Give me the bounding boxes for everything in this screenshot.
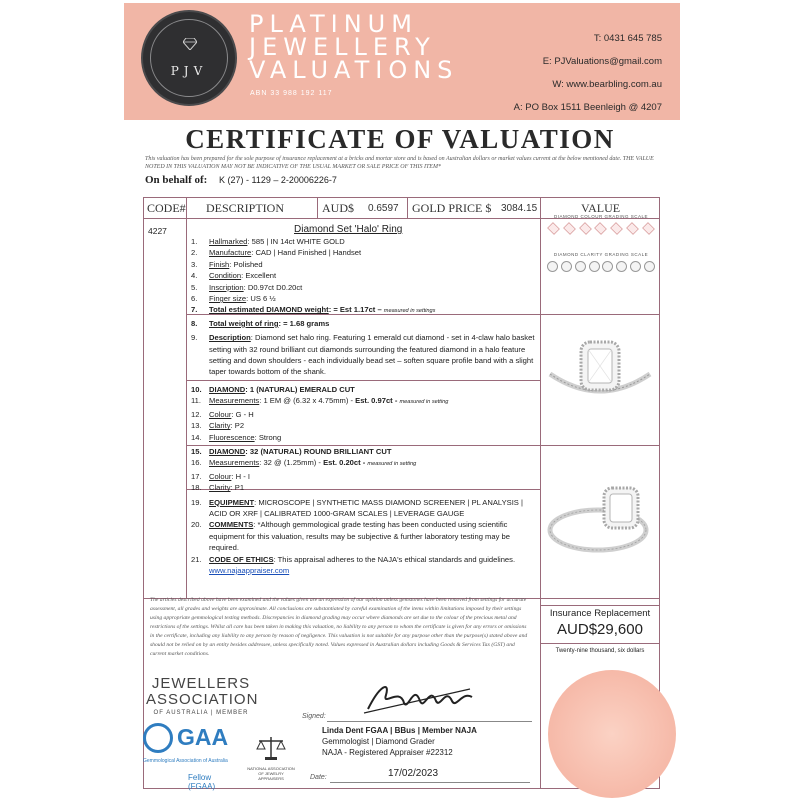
logo-monogram: PJV xyxy=(170,64,208,78)
clarity-scale-title: DIAMOND CLARITY GRADING SCALE xyxy=(553,252,649,257)
detail-row: 14. Fluorescence: Strong xyxy=(191,432,282,442)
legal-footnote: The articles described above have been examined and the values given are an expression of our opinion unless gemstones have been removed from settings for accurate assessment, all grades and weights are approximate. All conclusions are substantiated by careful examination of the items within limitations imposed by their settings using appropriate gemmological testing methods. Discrepancies in diamond grading may occur where diamonds are set due to the colour of the precious metal and restrictions of the settings. Whilst all care has been taken in making this valuation, no liability to any person to whom the certificate is given for any errors or omissions in the certificate, including any liability to any person by reason of negligence. This valuation is not suitable for any purpose other than the purpose(s) stated above and should not be relied on by an entity besides addressee, unless specifically noted. Values expressed in Australian dollars including Goods & Services Tax (GST) and current market conditions. xyxy=(150,597,528,657)
detail-row: 17. Colour: H - I xyxy=(191,471,250,481)
detail-row: 8. Total weight of ring: = 1.68 grams xyxy=(191,318,330,328)
company-logo xyxy=(141,10,237,106)
detail-row: 2. Manufacture: CAD | Hand Finished | Handset xyxy=(191,248,362,258)
contact-details xyxy=(514,27,662,119)
header-value: VALUE xyxy=(581,201,621,215)
detail-row: 4. Condition: Excellent xyxy=(191,271,277,281)
insurance-value: AUD$29,600 xyxy=(557,621,643,638)
date-label: Date: xyxy=(310,774,327,781)
equipment-row: 19. EQUIPMENT: MICROSCOPE | SYNTHETIC MASS DIAMOND SCREENER | PL ANALYSIS | ACID OR XRF | CALIBRATED 1000-GRAM SCALES | LEVERAGE GAUGE xyxy=(191,497,523,518)
naja-logo: NATIONAL ASSOCIATION OF JEWELRY APPRAISERS xyxy=(246,735,296,781)
insurance-box xyxy=(543,605,657,654)
detail-row: 18. Clarity: P1 xyxy=(191,483,245,493)
letterhead xyxy=(124,3,680,120)
header-gold-label: GOLD PRICE $ xyxy=(412,201,492,215)
valuation-date: 17/02/2023 xyxy=(388,768,439,779)
contact-website: W: www.bearbling.com.au xyxy=(552,79,662,90)
item-code: 4227 xyxy=(148,226,167,236)
diamond-icon xyxy=(183,38,197,50)
detail-row: 13. Clarity: P2 xyxy=(191,421,245,431)
behalf-label: On behalf of: xyxy=(145,174,208,186)
diamond2-block xyxy=(191,446,539,494)
detail-row: 12. Colour: G - H xyxy=(191,409,254,419)
grading-scales xyxy=(545,214,657,272)
grader-name: Linda Dent FGAA | BBus | Member NAJA xyxy=(322,726,477,735)
signed-label: Signed: xyxy=(302,713,326,720)
diamond1-block xyxy=(191,384,539,443)
item-title: Diamond Set 'Halo' Ring xyxy=(294,224,403,235)
header-aud-label: AUD$ xyxy=(322,201,354,215)
contact-address: A: PO Box 1511 Beenleigh @ 4207 xyxy=(513,102,662,113)
page-title: CERTIFICATE OF VALUATION xyxy=(185,124,615,154)
colour-scale-title: DIAMOND COLOUR GRADING SCALE xyxy=(553,214,648,219)
header-aud-value: 0.6597 xyxy=(368,203,399,214)
ring-photo-angle xyxy=(544,448,656,588)
detail-row: 1. Hallmarked: 585 | IN 14ct WHITE GOLD xyxy=(191,237,345,246)
detail-row: 7. Total estimated DIAMOND weight: = Est 1.17ct – measured in settings xyxy=(191,305,436,315)
contact-email: E: PJValuations@gmail.com xyxy=(542,56,662,67)
header-gold-value: 3084.15 xyxy=(501,203,538,214)
comments-row: 20. COMMENTS: *Although gemmological grade testing has been conducted using scientific equipment for this valuation, results may be subjective & further laboratory testing may be required. xyxy=(191,520,510,553)
detail-row: 16. Measurements: 32 @ (1.25mm) - Est. 0.20ct - measured in setting xyxy=(191,458,417,468)
detail-row: 5. Inscription: D0.97ct D0.20ct xyxy=(191,282,303,292)
colour-scale-gems xyxy=(547,223,655,234)
item-details xyxy=(191,236,539,576)
behalf-value: K (27) - 1129 – 2-20006226-7 xyxy=(219,175,337,185)
detail-row: 11. Measurements: 1 EM @ (6.32 x 4.75mm) - Est. 0.97ct - measured in setting xyxy=(191,396,449,406)
detail-row: 10. DIAMOND: 1 (NATURAL) EMERALD CUT xyxy=(191,384,355,394)
description-row: 9. Description: Diamond set halo ring. Featuring 1 emerald cut diamond - set in 4-claw halo basket setting with 32 round brilliant cut diamonds surrounding the featured diamond in a halo feature setting and down shoulders - each individually bead set – soften square profile band with a slight taper towards bottom of the shank. xyxy=(191,333,535,377)
detail-row: 6. Finger size: US 6 ½ xyxy=(191,294,276,304)
header-description: DESCRIPTION xyxy=(206,201,285,215)
notes-block xyxy=(191,497,539,577)
valuation-certificate: PJV PLATINUM JEWELLERY VALUATIONS ABN 33 988 192 117 T: 0431 645 785 E: PJValuations@gmail.com W: www.bearbling.com.au A: PO Box 1511 Beenleigh @ 4207 CERTIFICATE OF VALUATION This valuation has been prepared for the sole purpose of insurance replacement at a bricks and mortar store and is based on Australian dollars or market values current at the below mentioned date. THE VALUE NOTED IN THIS VALUATION MAY NOT BE INDICATIVE OF THE USUAL MARKET OR SALE PRICE OF THIS ITEM* On behalf of: K (27) - 1129 – 2-20006226-7 CODE# DESCRIPTION AUD$ 0.6597 GOLD PRICE $ 3084.15 VALUE 4227 Diamond Set 'Halo' Ring 1. Hallmarked: 585 | IN 14ct WHITE GOLD 2. Manufacture: CAD | Hand Finished | Handset 3. Finish: Polished 4. Condition: Excellent 5. Inscription: D0.97ct D0.20ct 6. Finger size: US 6 ½ 7. Total estimated DIAMOND weight: = Est 1.17ct – measured in settings 8. Total weight of ring: = 1.68 grams 9. Description: Diamond set halo ring. Featuring 1 emerald cut diamond - set in 4-claw halo basket setting with 32 round brilliant cut diamonds surrounding the featured diamond in a halo feature setting and down shoulders - each individually bead set – soften square profile band with a slight taper towards bottom of the shank. 10. DIAMOND: 1 (NATURAL) EMERALD CUT 11. Measurements: 1 EM @ (6.32 x 4.75mm) - Est. 0.97ct - measured in setting 12. Colour: G - H 13. Clarity: P2 14. Fluorescence: Strong 15. DIAMOND: 32 (NATURAL) ROUND BRILLIANT CUT 16. Measurements: 32 @ (1.25mm) - Est. 0.20ct - measured in setting 17. Colour: H - I 18. Clarity: P1 19. EQUIPMENT: MICROSCOPE | SYNTHETIC MASS DIAMOND SCREENER | PL ANALYSIS | ACID OR XRF | CALIBRATED 1000-GRAM SCALES | LEVERAGE GAUGE 20. COMMENTS: *Although gemmological grade testing has been conducted using scientific equipment for this valuation, results may be subjective & further laboratory testing may be required. 21. CODE OF ETHICS: This appraisal adheres to the NAJA's ethical standards and guidelines. www.najaappraiser.com DIAMOND COLOUR GRADING SCALE DIAMOND CLARITY GRADING SCALE The articles described above have been examined and the values given are an expression of our opinion unless gemstones have been removed from settings for accurate assessment, all grades and weights are approximate. All conclusions are substantiated by careful examination of the items within limitations imposed by their settings using appropriate gemmological testing methods. Discrepancies in diamond grading may occur where diamonds are set due to the colour of the precious metal and restrictions of the settings. Whilst all care has been taken in making this valuation, no liability to any person to whom the certificate is given for any errors or omissions in the certificate, including any liability to any person by reason of negligence. This valuation is not suitable for any purpose other than the purpose(s) stated above and should not be relied on by an entity besides addressee, unless specifically noted. Values expressed in Australian dollars including Goods & Services Tax (GST) and current market conditions. Insurance Replacement AUD$29,600 Twenty-nine thousand, six dollars JEWELLERS ASSOCIATION OF AUSTRALIA | MEMBER GAA Gemmological Association of Australia Fellow (FGAA) NATIONAL ASSOCIATION OF JEWELRY APPRAISERS Signed: Linda Dent FGAA | BBus | Member NAJA Gemmologist | Diamond Grader NAJA - Registered Appraiser #22312 Date: 17/02/2023 xyxy=(0,0,800,800)
jewellers-association-logo: JEWELLERS ASSOCIATION OF AUSTRALIA | MEMBER xyxy=(146,675,259,716)
grader-registration: NAJA - Registered Appraiser #22312 xyxy=(322,748,453,757)
valuation-disclaimer: This valuation has been prepared for the sole purpose of insurance replacement at a bricks and mortar store and is based on Australian dollars or market values current at the below mentioned date. THE VALUE NOTED IN THIS VALUATION MAY NOT BE INDICATIVE OF THE USUAL MARKET OR SALE PRICE OF THIS ITEM* xyxy=(145,156,654,170)
abn-number: ABN 33 988 192 117 xyxy=(250,90,333,97)
grader-title: Gemmologist | Diamond Grader xyxy=(322,737,435,746)
detail-row: 15. DIAMOND: 32 (NATURAL) ROUND BRILLIANT CUT xyxy=(191,446,392,456)
detail-row: 3. Finish: Polished xyxy=(191,259,263,269)
ethics-row: 21. CODE OF ETHICS: This appraisal adheres to the NAJA's ethical standards and guidelines. www.najaappraiser.com xyxy=(191,554,516,575)
grader-details xyxy=(322,725,477,758)
scales-icon xyxy=(256,735,286,761)
naja-link[interactable]: www.najaappraiser.com xyxy=(209,565,290,575)
signature xyxy=(360,675,480,719)
company-name: PLATINUM JEWELLERY VALUATIONS xyxy=(249,10,459,84)
embossed-seal xyxy=(548,670,676,798)
gaa-icon xyxy=(143,723,173,753)
insurance-label: Insurance Replacement xyxy=(549,608,651,619)
ring-photo-front xyxy=(544,318,656,440)
clarity-scale-gems xyxy=(547,261,655,272)
contact-phone: T: 0431 645 785 xyxy=(593,33,662,44)
insurance-words: Twenty-nine thousand, six dollars xyxy=(555,648,645,654)
header-code: CODE# xyxy=(147,201,186,215)
